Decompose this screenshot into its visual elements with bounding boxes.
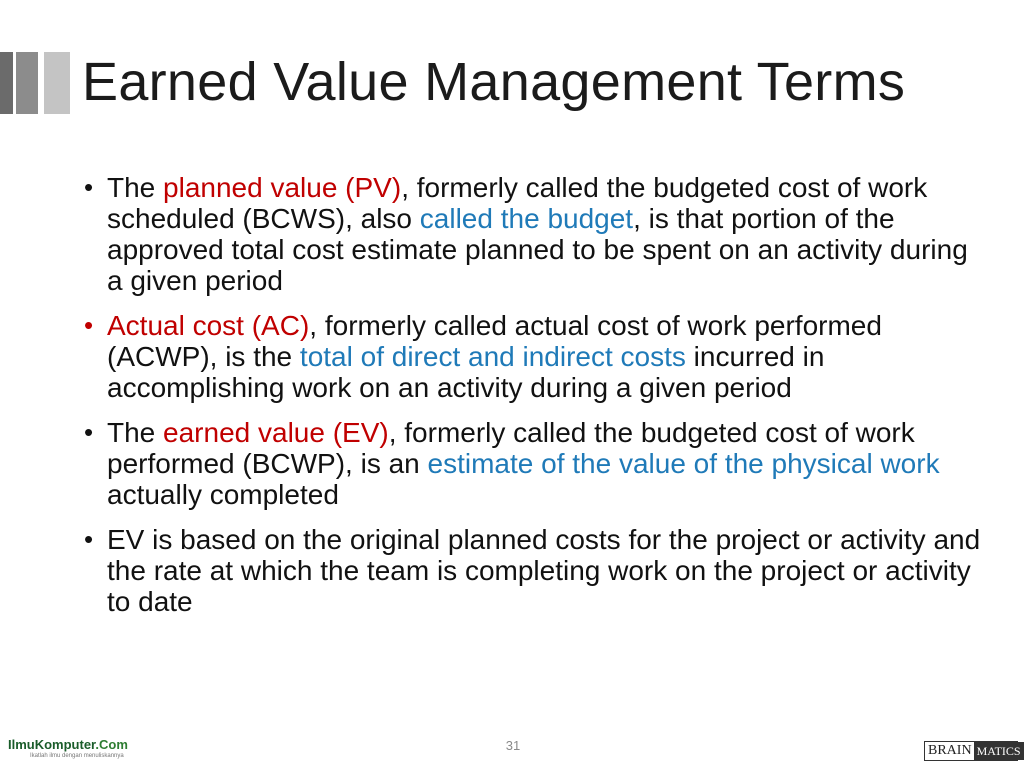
bullet-text-segment: , formerly called the budgeted cost of work scheduled (BCWS), also	[107, 172, 928, 234]
bullet-dot: •	[84, 524, 94, 554]
accent-bar-mid	[16, 52, 38, 114]
brainmatics-logo-part1: BRAIN	[925, 742, 974, 760]
bullet-dot: •	[84, 172, 94, 202]
bullet-text-segment: The	[107, 172, 164, 203]
title-accent-bars	[0, 52, 72, 114]
term-actual-cost: Actual cost (AC)	[107, 310, 310, 341]
bullet-list	[82, 172, 982, 631]
logo-suffix: .Com	[95, 737, 128, 752]
bullet-text-segment: EV is based on the original planned costs for the project or activity and the rate at which the team is completing work on the project or activity to date	[107, 524, 981, 617]
bullet-text-segment: incurred in accomplishing work on an activity during a given period	[107, 341, 825, 403]
term-earned-value: earned value (EV)	[163, 417, 389, 448]
brainmatics-logo-part2: MATICS	[974, 742, 1024, 760]
highlight-direct-indirect-costs: total of direct and indirect costs	[299, 341, 686, 372]
bullet-text-segment: , is that portion of the approved total cost estimate planned to be spent on an activity during a given period	[107, 203, 968, 296]
highlight-physical-work: estimate of the value of the physical work	[427, 448, 940, 479]
bullet-dot: •	[84, 310, 94, 340]
bullet-dot: •	[84, 417, 94, 447]
bullet-text-segment: , formerly called actual cost of work performed (ACWP), is the	[107, 310, 882, 372]
ilmukomputer-logo-text	[8, 738, 128, 752]
bullet-item-actual-cost	[82, 310, 982, 403]
term-planned-value: planned value (PV)	[163, 172, 402, 203]
bullet-item-ev-basis	[82, 524, 982, 617]
bullet-text-segment: The	[107, 417, 164, 448]
bullet-text-segment: actually completed	[107, 479, 339, 510]
accent-bar-dark	[0, 52, 13, 114]
brainmatics-logo	[924, 741, 1021, 761]
highlight-called-the-budget: called the budget	[419, 203, 634, 234]
logo-tagline: Ikatlah ilmu dengan menuliskannya	[30, 753, 124, 759]
page-number: 31	[505, 738, 521, 753]
slide-title: Earned Value Management Terms	[82, 52, 906, 112]
bullet-item-earned-value	[82, 417, 982, 510]
bullet-text-segment: , formerly called the budgeted cost of work performed (BCWP), is an	[107, 417, 915, 479]
logo-name: IlmuKomputer	[8, 737, 96, 752]
bullet-item-planned-value	[82, 172, 982, 296]
accent-bar-light	[44, 52, 70, 114]
ilmukomputer-logo	[8, 738, 128, 762]
